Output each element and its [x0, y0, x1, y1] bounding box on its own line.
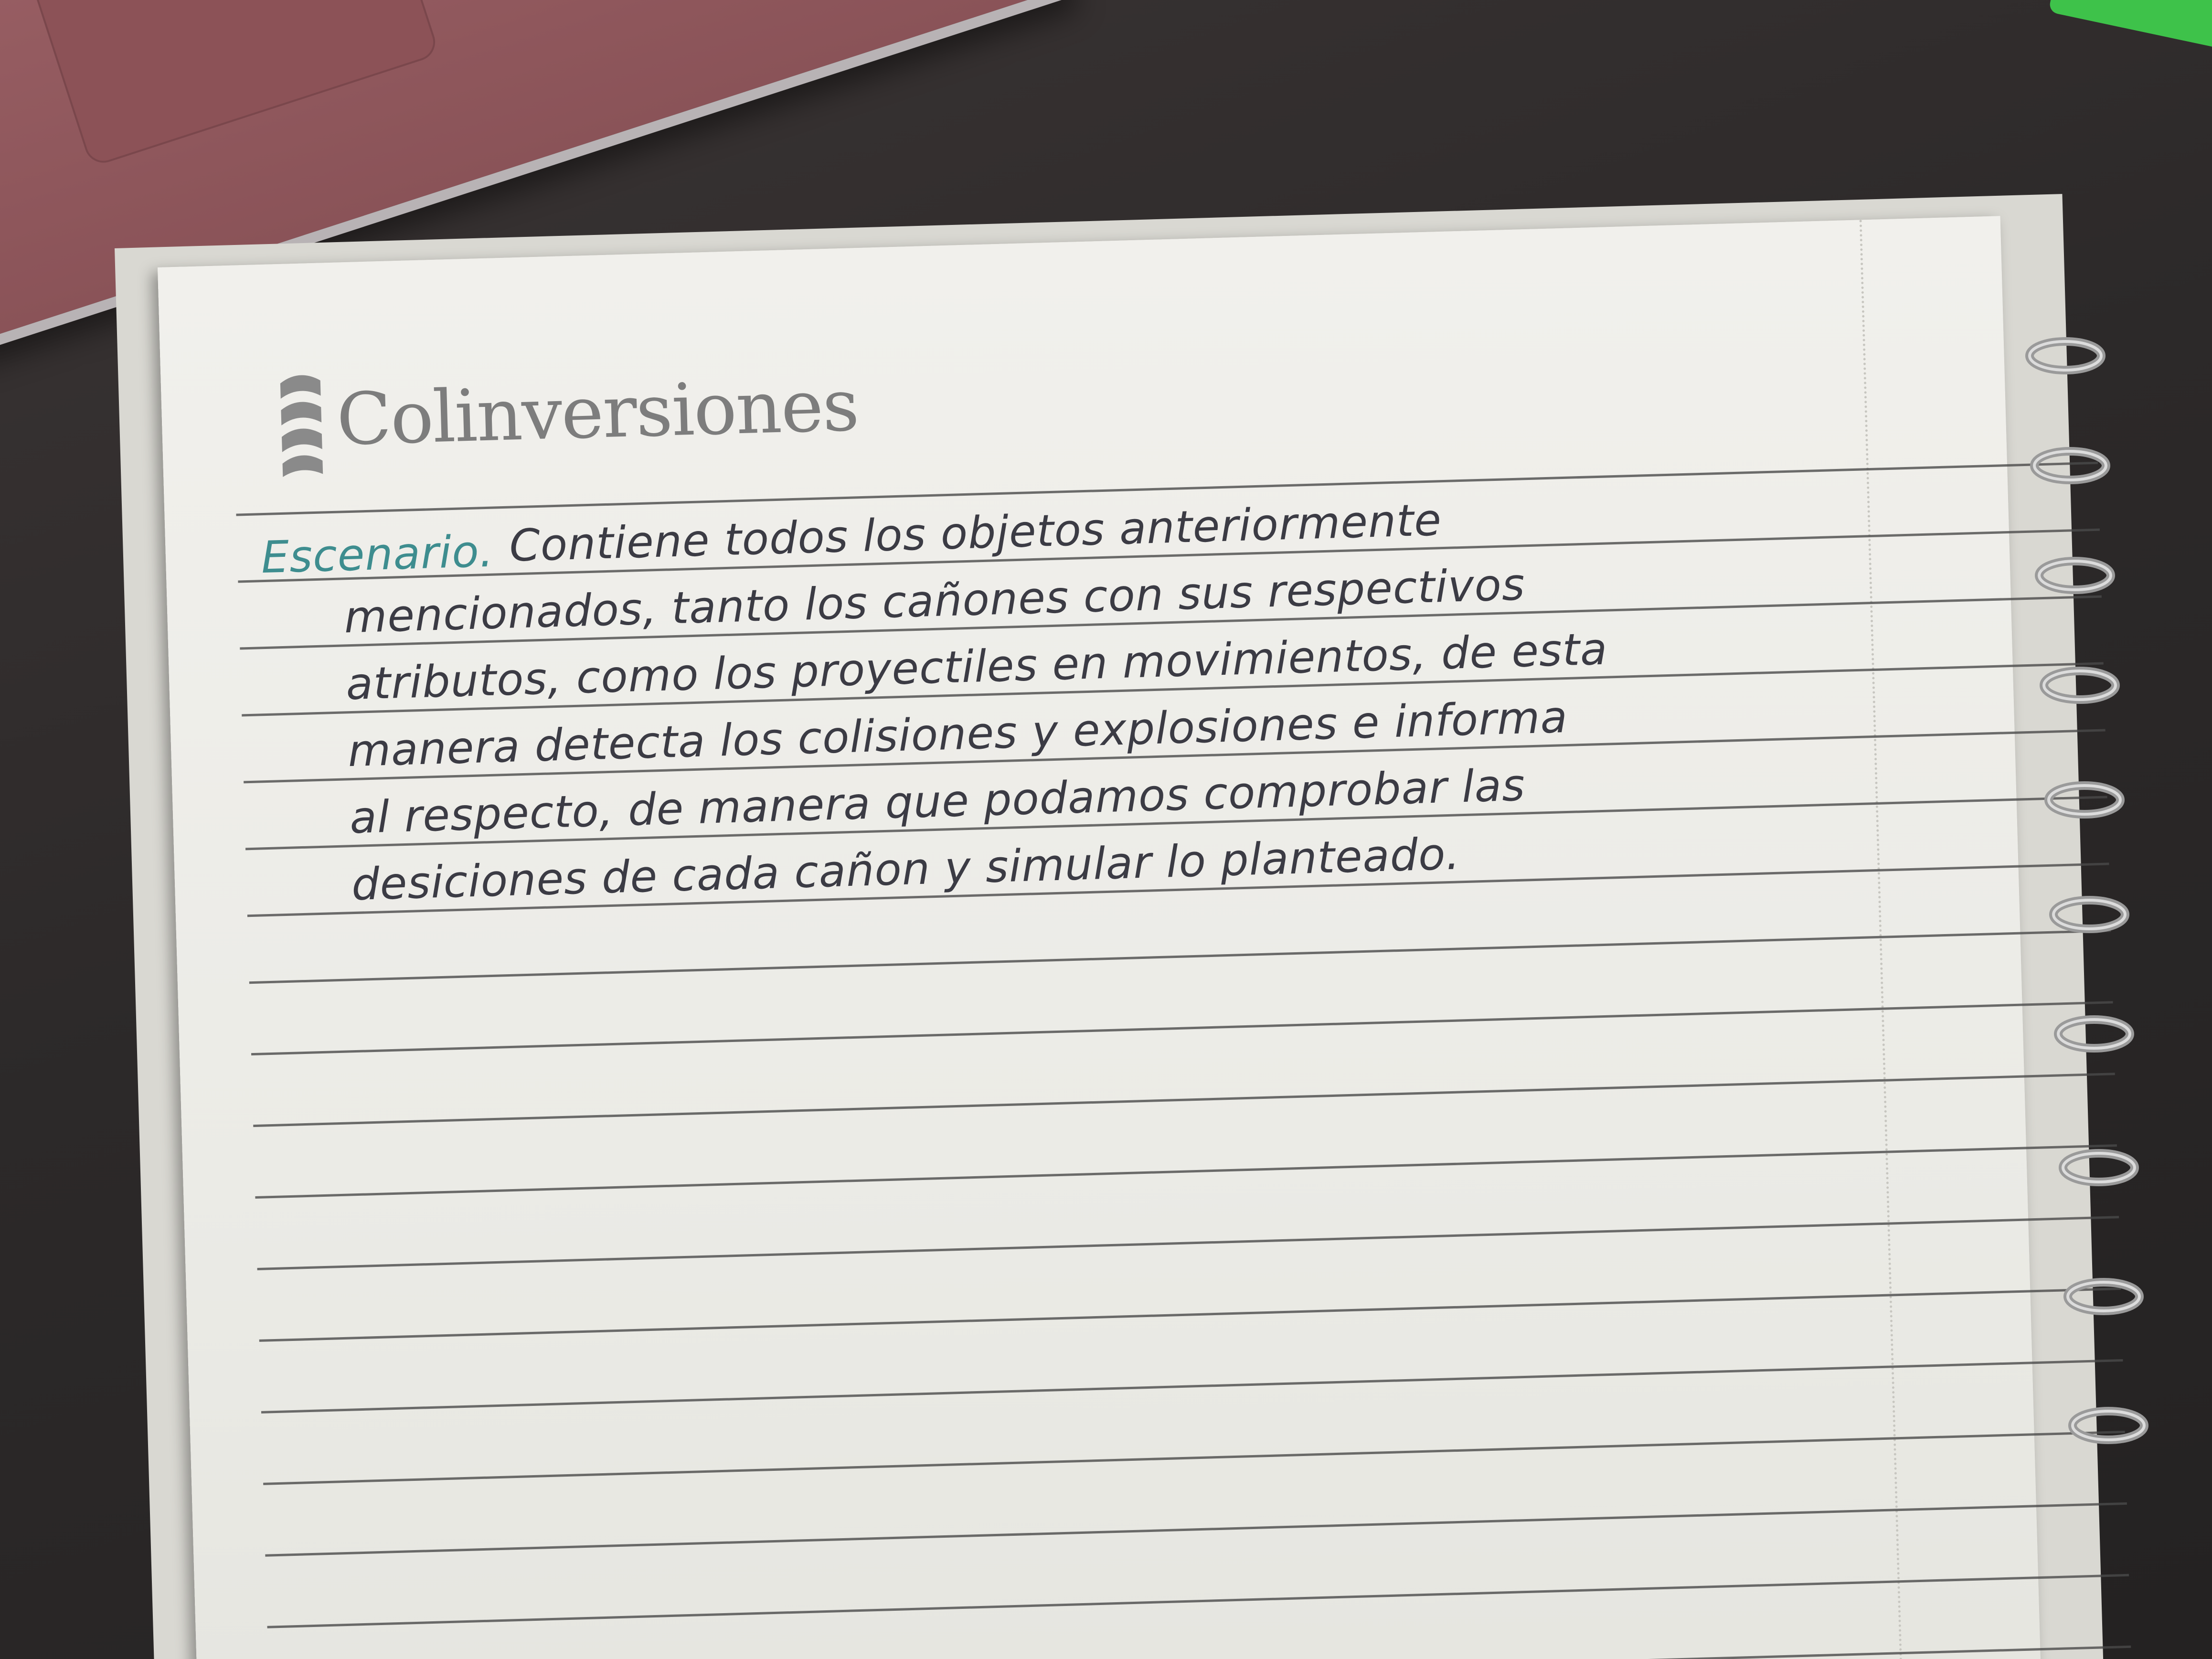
ruled-line: [251, 1001, 2113, 1055]
spiral-ring: [2039, 659, 2120, 712]
notebook-page: [158, 216, 2043, 1659]
spiral-ring: [2049, 888, 2130, 941]
logo-text: Colinversiones: [335, 364, 860, 462]
note-line: Contiene todos los objetos anteriormente: [509, 494, 1443, 572]
ruled-line: [265, 1502, 2127, 1557]
spiral-ring: [2025, 330, 2106, 382]
spiral-ring: [2058, 1141, 2139, 1194]
ruled-line: [261, 1359, 2123, 1414]
spiral-ring: [2068, 1399, 2149, 1452]
ruled-line: [267, 1574, 2129, 1628]
note-heading: Escenario.: [260, 525, 495, 584]
ruled-line: [263, 1431, 2125, 1485]
logo-mark-icon: [270, 363, 331, 479]
ruled-line: [259, 1287, 2121, 1342]
spiral-ring: [2063, 1270, 2144, 1323]
ruled-line: [257, 1216, 2119, 1270]
page-perforation: [1857, 220, 1904, 1659]
spiral-ring: [2030, 439, 2111, 492]
spiral-ring: [2034, 549, 2116, 602]
ruled-line: [269, 1646, 2131, 1659]
note-line: atributos, como los proyectiles en movimientos, de esta: [345, 623, 1608, 710]
laptop-touchpad: [21, 0, 440, 168]
note-line: mencionados, tanto los cañones con sus respectivos: [343, 559, 1526, 643]
note-line: desiciones de cada cañon y simular lo planteado.: [351, 828, 1461, 911]
brand-logo: [270, 343, 860, 484]
spiral-ring: [2044, 774, 2125, 826]
ruled-line: [255, 1144, 2117, 1199]
ruled-line: [253, 1073, 2115, 1127]
ruled-line: [249, 929, 2111, 984]
note-line: manera detecta los colisiones y explosiones e informa: [347, 691, 1569, 777]
note-line: al respecto, de manera que podamos comprobar las: [349, 759, 1526, 844]
spiral-ring: [2053, 1008, 2135, 1060]
